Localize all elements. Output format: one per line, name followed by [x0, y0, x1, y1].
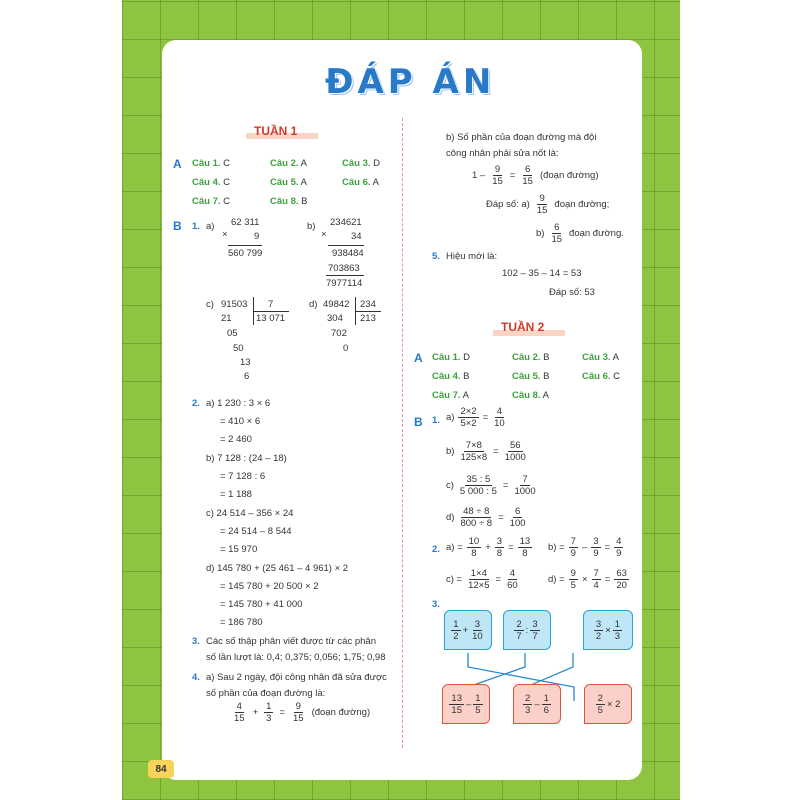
fraction: $\frac{1}{2}$ — [453, 618, 459, 642]
fraction: $\frac{3}{9}$ — [593, 536, 599, 559]
week2-section-b: B — [414, 415, 423, 429]
fraction: $\frac{4}{60}$ — [507, 568, 518, 591]
w1-p1b-top: 234621 — [330, 217, 362, 228]
w2-p2-a-equation: a) = $\frac{10}{8}$ + $\frac{3}{8}$ = $\frac{13}{8}$ — [446, 536, 531, 559]
fraction: $\frac{63}{20}$ — [616, 568, 627, 591]
w2-p2-d-equation: d) = $\frac{9}{5}$ × $\frac{7}{4}$ = $\frac{63}{20}$ — [548, 568, 627, 591]
week1-section-a: A — [173, 157, 182, 171]
w1-p1d-divisor: 234 — [360, 299, 376, 310]
fraction: $\frac{7}{9}$ — [570, 536, 576, 559]
w1-p1a-rule — [228, 245, 262, 246]
w2-p1-b-equation: b) $\frac{7\times 8}{125\times 8}$ = $\frac{56}{1000}$ — [446, 440, 526, 463]
w1-p5-line: Hiệu mới là: — [446, 251, 498, 262]
w1-p1a-times: × — [222, 229, 228, 240]
fraction: $\frac{1\times 4}{12\times 5}$ — [468, 568, 490, 591]
w1-p2a-line: a) 1 230 : 3 × 6 — [206, 398, 271, 409]
fraction: $\frac{48 \div 8}{800 \div 8}$ — [460, 506, 493, 529]
w1-p2d-line: = 145 780 + 41 000 — [220, 599, 303, 610]
fraction: $\frac{13}{8}$ — [519, 536, 531, 559]
week2-section-a: A — [414, 351, 423, 365]
w1-p2d-line: d) 145 780 + (25 461 – 4 961) × 2 — [206, 563, 349, 574]
fraction: $\frac{9}{5}$ — [570, 568, 576, 591]
page-number: 84 — [148, 760, 174, 778]
expression-box-top: $\frac{1}{2}$ + $\frac{3}{10}$ — [444, 610, 492, 650]
w2-p2-b-equation: b) = $\frac{7}{9}$ – $\frac{3}{9}$ = $\frac{4}{9}$ — [548, 536, 622, 559]
w1-p1c-dividend: 91503 — [221, 299, 248, 310]
w1-p2a-line: = 410 × 6 — [220, 416, 261, 427]
w1-p1c-rule — [253, 311, 289, 312]
w1-p1d-quotient: 213 — [360, 313, 376, 324]
fraction: $\frac{35 : 5}{5 000 : 5}$ — [459, 474, 497, 497]
w1-p1b-times: × — [321, 229, 327, 240]
week1-section-b: B — [173, 219, 182, 233]
w1-p1b-rule1 — [328, 245, 364, 246]
w1-p5-answer: Đáp số: 53 — [549, 287, 595, 298]
w1-p1d-step: 304 — [327, 313, 343, 324]
fraction: $\frac{7}{4}$ — [593, 568, 599, 591]
answer-item: Câu 7. C — [192, 196, 231, 207]
fraction: $\frac{2}{5}$ — [597, 692, 603, 716]
w1-p1-number: 1. — [192, 221, 200, 232]
fraction: $\frac{3}{7}$ — [532, 618, 538, 642]
expression-box-bottom: $\frac{2}{5}$ × 2 — [584, 684, 632, 724]
w1-p4b-line: b) Số phần của đoạn đường mà đội — [446, 132, 597, 143]
w2-p3-number: 3. — [432, 599, 440, 610]
w1-p1a-mult: 9 — [254, 231, 260, 242]
fraction: $\frac{6}{15}$ — [522, 164, 533, 187]
week1-title: TUẦN 1 — [254, 124, 298, 138]
column-divider — [402, 118, 403, 748]
fraction: $\frac{3}{10}$ — [472, 618, 483, 642]
fraction: $\frac{9}{15}$ — [492, 164, 503, 187]
w1-p2a-line: = 2 460 — [220, 434, 252, 445]
w1-p2c-line: c) 24 514 – 356 × 24 — [206, 508, 294, 519]
fraction: $\frac{4}{10}$ — [494, 406, 505, 429]
fraction: $\frac{4}{15}$ — [234, 701, 245, 724]
answer-item: Câu 4. B — [432, 371, 470, 382]
answer-item: Câu 3. D — [342, 158, 381, 169]
w1-p4b-equation: 1 – $\frac{9}{15}$ = $\frac{6}{15}$ (đoạn đường) — [472, 164, 599, 187]
w1-p1d-step: 702 — [331, 328, 347, 339]
w1-p3-number: 3. — [192, 636, 200, 647]
w1-p1d-rule — [355, 311, 381, 312]
expression-box-bottom: $\frac{13}{15}$ – $\frac{1}{5}$ — [442, 684, 490, 724]
w1-p4-line: a) Sau 2 ngày, đội công nhân đã sửa được — [206, 672, 387, 683]
w1-p1c-divisor: 7 — [268, 299, 274, 310]
week2-title: TUẦN 2 — [501, 320, 545, 334]
w1-p1d-label: d) — [309, 299, 318, 310]
w1-p1c-label: c) — [206, 299, 214, 310]
answer-item: Câu 1. C — [192, 158, 231, 169]
answer-item: Câu 6. C — [582, 371, 621, 382]
w1-p1b-label: b) — [307, 221, 316, 232]
w2-p1-c-equation: c) $\frac{35 : 5}{5 000 : 5}$ = $\frac{7}{1000}$ — [446, 474, 536, 497]
fraction: $\frac{1}{3}$ — [266, 701, 272, 724]
w1-p3-line: Các số thập phân viết được từ các phân — [206, 636, 376, 647]
w1-p1b-row2: 703863 — [328, 263, 360, 274]
answer-item: Câu 2. A — [270, 158, 307, 169]
answer-item: Câu 6. A — [342, 177, 379, 188]
w2-p2-c-equation: c) = $\frac{1\times 4}{12\times 5}$ = $\frac{4}{60}$ — [446, 568, 518, 591]
expression-box-bottom: $\frac{2}{3}$ – $\frac{1}{6}$ — [513, 684, 561, 724]
page-title: ĐÁP ÁN — [325, 62, 496, 102]
w1-p1c-step: 50 — [233, 343, 244, 354]
fraction: $\frac{2}{3}$ — [525, 692, 531, 716]
w1-p4-answer-a: Đáp số: a) $\frac{9}{15}$ đoạn đường; — [486, 193, 610, 216]
w1-p2b-line: b) 7 128 : (24 – 18) — [206, 453, 287, 464]
w1-p3-line: số lần lượt là: 0,4; 0,375; 0,056; 1,75; 0,98 — [206, 652, 386, 663]
w1-p1c-quotient: 13 071 — [256, 313, 286, 324]
w1-p2b-line: = 7 128 : 6 — [220, 471, 266, 482]
w2-p2-number: 2. — [432, 544, 440, 555]
answer-item: Câu 1. D — [432, 352, 471, 363]
fraction: $\frac{1}{6}$ — [543, 692, 549, 716]
fraction: $\frac{13}{15}$ — [451, 692, 462, 716]
w1-p1c-step: 21 — [221, 313, 232, 324]
answer-item: Câu 5. B — [512, 371, 550, 382]
w1-p2-number: 2. — [192, 398, 200, 409]
w1-p1a-label: a) — [206, 221, 215, 232]
answer-item: Câu 3. A — [582, 352, 619, 363]
w1-p1b-mult: 34 — [351, 231, 362, 242]
w1-p1b-result: 7977114 — [326, 278, 363, 289]
w1-p1c-step: 05 — [227, 328, 238, 339]
w1-p2d-line: = 145 780 + 20 500 × 2 — [220, 581, 319, 592]
fraction: $\frac{56}{1000}$ — [504, 440, 526, 463]
w1-p4-answer-b: b) $\frac{6}{15}$ đoạn đường. — [536, 222, 624, 245]
fraction: $\frac{6}{100}$ — [509, 506, 526, 529]
fraction: $\frac{1}{5}$ — [475, 692, 481, 716]
w1-p5-number: 5. — [432, 251, 440, 262]
fraction: $\frac{3}{8}$ — [496, 536, 503, 559]
w1-p4b-line: công nhân phải sửa nốt là: — [446, 148, 559, 159]
answer-item: Câu 8. A — [512, 390, 549, 401]
w1-p5-calc: 102 – 35 – 14 = 53 — [502, 268, 582, 279]
w1-p1d-step: 0 — [343, 343, 349, 354]
answer-item: Câu 2. B — [512, 352, 550, 363]
w2-p1-number: 1. — [432, 415, 440, 426]
fraction: $\frac{1}{3}$ — [614, 618, 621, 642]
fraction: $\frac{7\times 8}{125\times 8}$ — [460, 440, 488, 463]
fraction: $\frac{6}{15}$ — [551, 222, 563, 245]
w1-p4-number: 4. — [192, 672, 200, 683]
w2-p1-d-equation: d) $\frac{48 \div 8}{800 \div 8}$ = $\frac{6}{100}$ — [446, 506, 526, 529]
w1-p2c-line: = 24 514 – 8 544 — [220, 526, 292, 537]
fraction: $\frac{7}{1000}$ — [514, 474, 536, 497]
answer-item: Câu 7. A — [432, 390, 469, 401]
w1-p1a-result: 560 799 — [228, 248, 263, 259]
answer-item: Câu 8. B — [270, 196, 308, 207]
w1-p1c-step: 6 — [244, 371, 250, 382]
fraction: $\frac{3}{2}$ — [595, 618, 602, 642]
w1-p1c-step: 13 — [240, 357, 251, 368]
answer-item: Câu 4. C — [192, 177, 231, 188]
w1-p2d-line: = 186 780 — [220, 617, 263, 628]
w1-p1a-top: 62 311 — [231, 217, 260, 228]
w1-p4a-equation: $\frac{4}{15}$ + $\frac{1}{3}$ = $\frac{9}{15}$ (đoạn đường) — [234, 701, 371, 724]
fraction: $\frac{2\times 2}{5\times 2}$ — [460, 406, 477, 429]
fraction: $\frac{2}{7}$ — [516, 618, 522, 642]
w1-p1d-dividend: 49842 — [323, 299, 350, 310]
fraction: $\frac{9}{15}$ — [293, 701, 304, 724]
fraction: $\frac{9}{15}$ — [536, 193, 548, 216]
expression-box-top: $\frac{3}{2}$ × $\frac{1}{3}$ — [583, 610, 633, 650]
expression-box-top: $\frac{2}{7}$ : $\frac{3}{7}$ — [503, 610, 551, 650]
w1-p1b-row1: 938484 — [332, 248, 364, 259]
w1-p1b-rule2 — [326, 275, 364, 276]
fraction: $\frac{4}{9}$ — [616, 536, 622, 559]
answer-item: Câu 5. A — [270, 177, 307, 188]
w1-p2b-line: = 1 188 — [220, 489, 252, 500]
w2-p1-a-equation: a) $\frac{2\times 2}{5\times 2}$ = $\frac{4}{10}$ — [446, 406, 505, 429]
fraction: $\frac{10}{8}$ — [468, 536, 480, 559]
w1-p2c-line: = 15 970 — [220, 544, 258, 555]
w1-p4-line: số phần của đoạn đường là: — [206, 688, 326, 699]
